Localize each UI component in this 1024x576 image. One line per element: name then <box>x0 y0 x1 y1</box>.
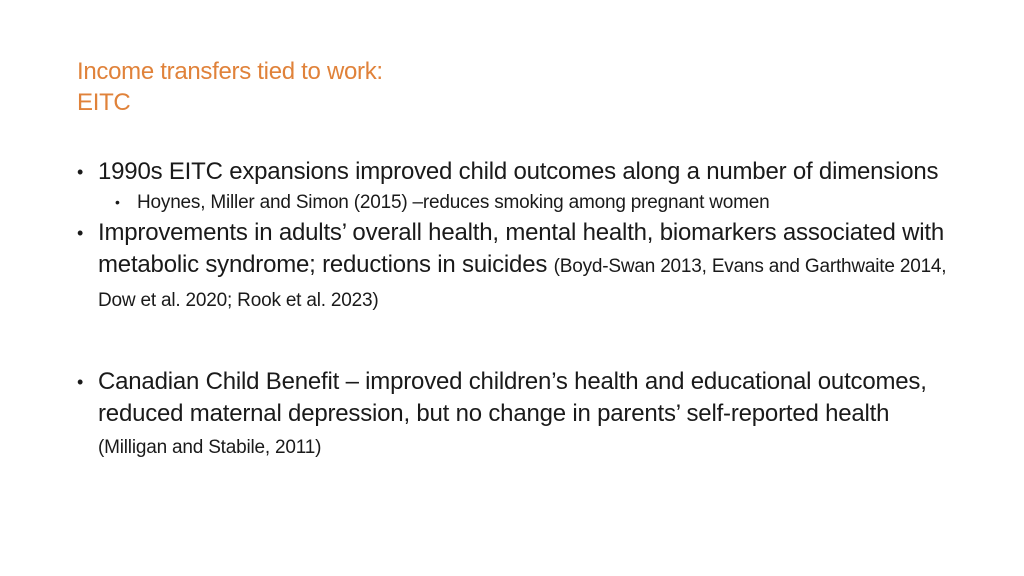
title-line-2: EITC <box>77 89 131 116</box>
bullet-list <box>77 156 957 464</box>
bullet-text: Improvements in adults’ overall health, mental health, biomarkers associated with metabolic syndrome; reductions in suicides <box>98 219 944 278</box>
bullet-item <box>77 366 957 464</box>
sub-bullet-dot-icon: • <box>115 194 120 210</box>
citation: (Milligan and Stabile, 2011) <box>98 437 322 458</box>
spacer <box>77 317 957 366</box>
bullet-dot-icon: • <box>77 372 84 392</box>
citation: (Boyd-Swan 2013, Evans and Garthwaite 2014, Dow et al. 2020; Rook et al. 2023) <box>98 256 947 311</box>
bullet-item <box>77 156 957 188</box>
title-line-1: Income transfers tied to work: <box>77 58 383 85</box>
bullet-dot-icon: • <box>77 162 84 182</box>
sub-bullet-text: Hoynes, Miller and Simon (2015) –reduces smoking among pregnant women <box>137 192 770 213</box>
bullet-text: Canadian Child Benefit – improved children’s health and educational outcomes, reduced maternal depression, but no change in parents’ self-reported health <box>98 368 927 427</box>
bullet-dot-icon: • <box>77 223 84 243</box>
bullet-text: 1990s EITC expansions improved child outcomes along a number of dimensions <box>98 158 939 185</box>
sub-bullet-item <box>115 188 957 217</box>
slide-title <box>77 56 947 118</box>
bullet-item <box>77 217 957 317</box>
